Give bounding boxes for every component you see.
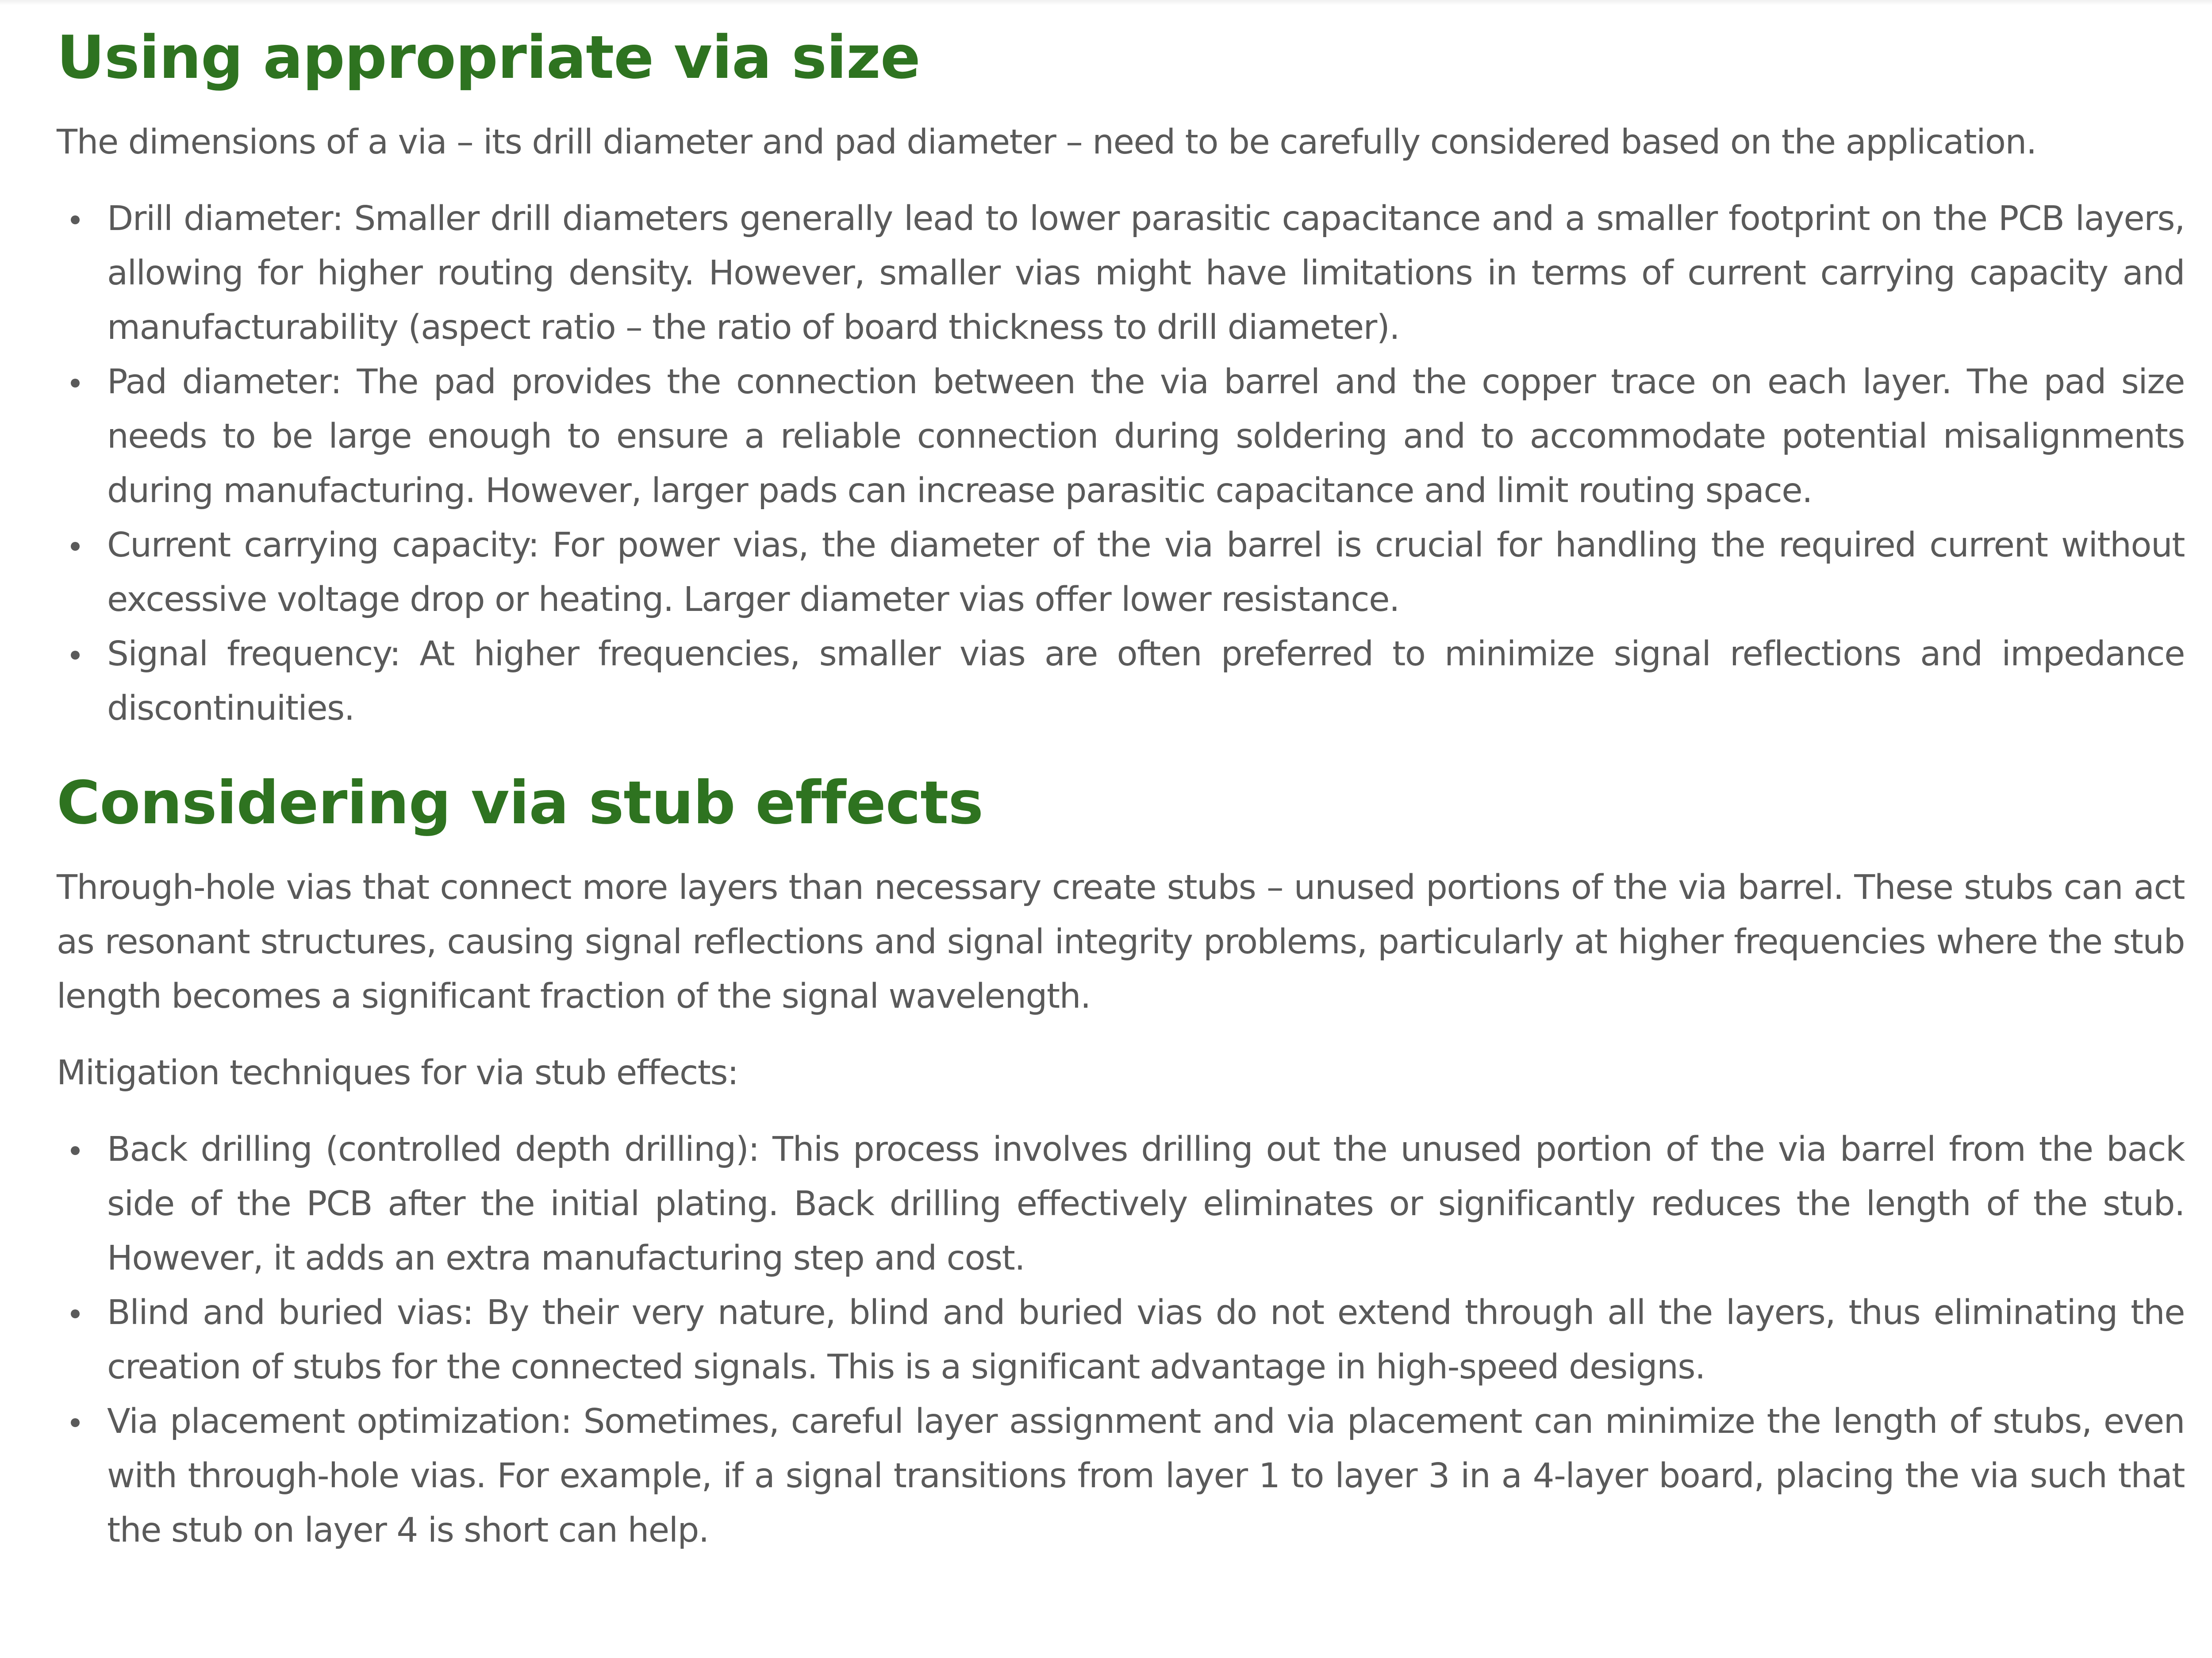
mitigation-list bbox=[57, 1122, 2185, 1558]
article-body bbox=[57, 0, 2185, 1558]
section-intro-via-size: The dimensions of a via – its drill diameter and pad diameter – need to be carefully considered based on the application. bbox=[57, 123, 2036, 162]
section-intro-via-stub: Through-hole vias that connect more layers than necessary create stubs – unused portions of the via barrel. These stubs can act as resonant structures, causing signal reflections and signal integrity problems, particularly at higher frequencies where the stub length becomes a significant fraction of the signal wavelength. bbox=[57, 868, 2185, 1016]
section-heading-via-size: Using appropriate via size bbox=[57, 23, 920, 92]
list-item-drill-diameter: Drill diameter: Smaller drill diameters generally lead to lower parasitic capacitance and a smaller footprint on the PCB layers, allowing for higher routing density. However, smaller vias might have limitations in terms of current carrying capacity and manufacturability (aspect ratio – the ratio of board thickness to drill diameter). bbox=[57, 192, 2185, 355]
list-item-pad-diameter: Pad diameter: The pad provides the connection between the via barrel and the copper trace on each layer. The pad size needs to be large enough to ensure a reliable connection during soldering and to accommodate potential misalignments during manufacturing. However, larger pads can increase parasitic capacitance and limit routing space. bbox=[57, 355, 2185, 518]
list-item-via-placement: Via placement optimization: Sometimes, careful layer assignment and via placement can minimize the length of stubs, even with through-hole vias. For example, if a signal transitions from layer 1 to layer 3 in a 4-layer board, placing the via such that the stub on layer 4 is short can help. bbox=[57, 1394, 2185, 1558]
list-item-current-capacity: Current carrying capacity: For power vias, the diameter of the via barrel is crucial for handling the required current without excessive voltage drop or heating. Larger diameter vias offer lower resistance. bbox=[57, 518, 2185, 627]
list-item-back-drilling: Back drilling (controlled depth drilling): This process involves drilling out the unused portion of the via barrel from the back side of the PCB after the initial plating. Back drilling effectively eliminates or significantly reduces the length of the stub. However, it adds an extra manufacturing step and cost. bbox=[57, 1122, 2185, 1286]
section-heading-via-stub: Considering via stub effects bbox=[57, 768, 983, 837]
list-item-blind-buried-vias: Blind and buried vias: By their very nature, blind and buried vias do not extend through all the layers, thus eliminating the creation of stubs for the connected signals. This is a significant advantage in high-speed designs. bbox=[57, 1286, 2185, 1394]
mitigation-label: Mitigation techniques for via stub effects: bbox=[57, 1053, 738, 1093]
via-size-list bbox=[57, 192, 2185, 736]
list-item-signal-frequency: Signal frequency: At higher frequencies, smaller vias are often preferred to minimize signal reflections and impedance discontinuities. bbox=[57, 627, 2185, 736]
